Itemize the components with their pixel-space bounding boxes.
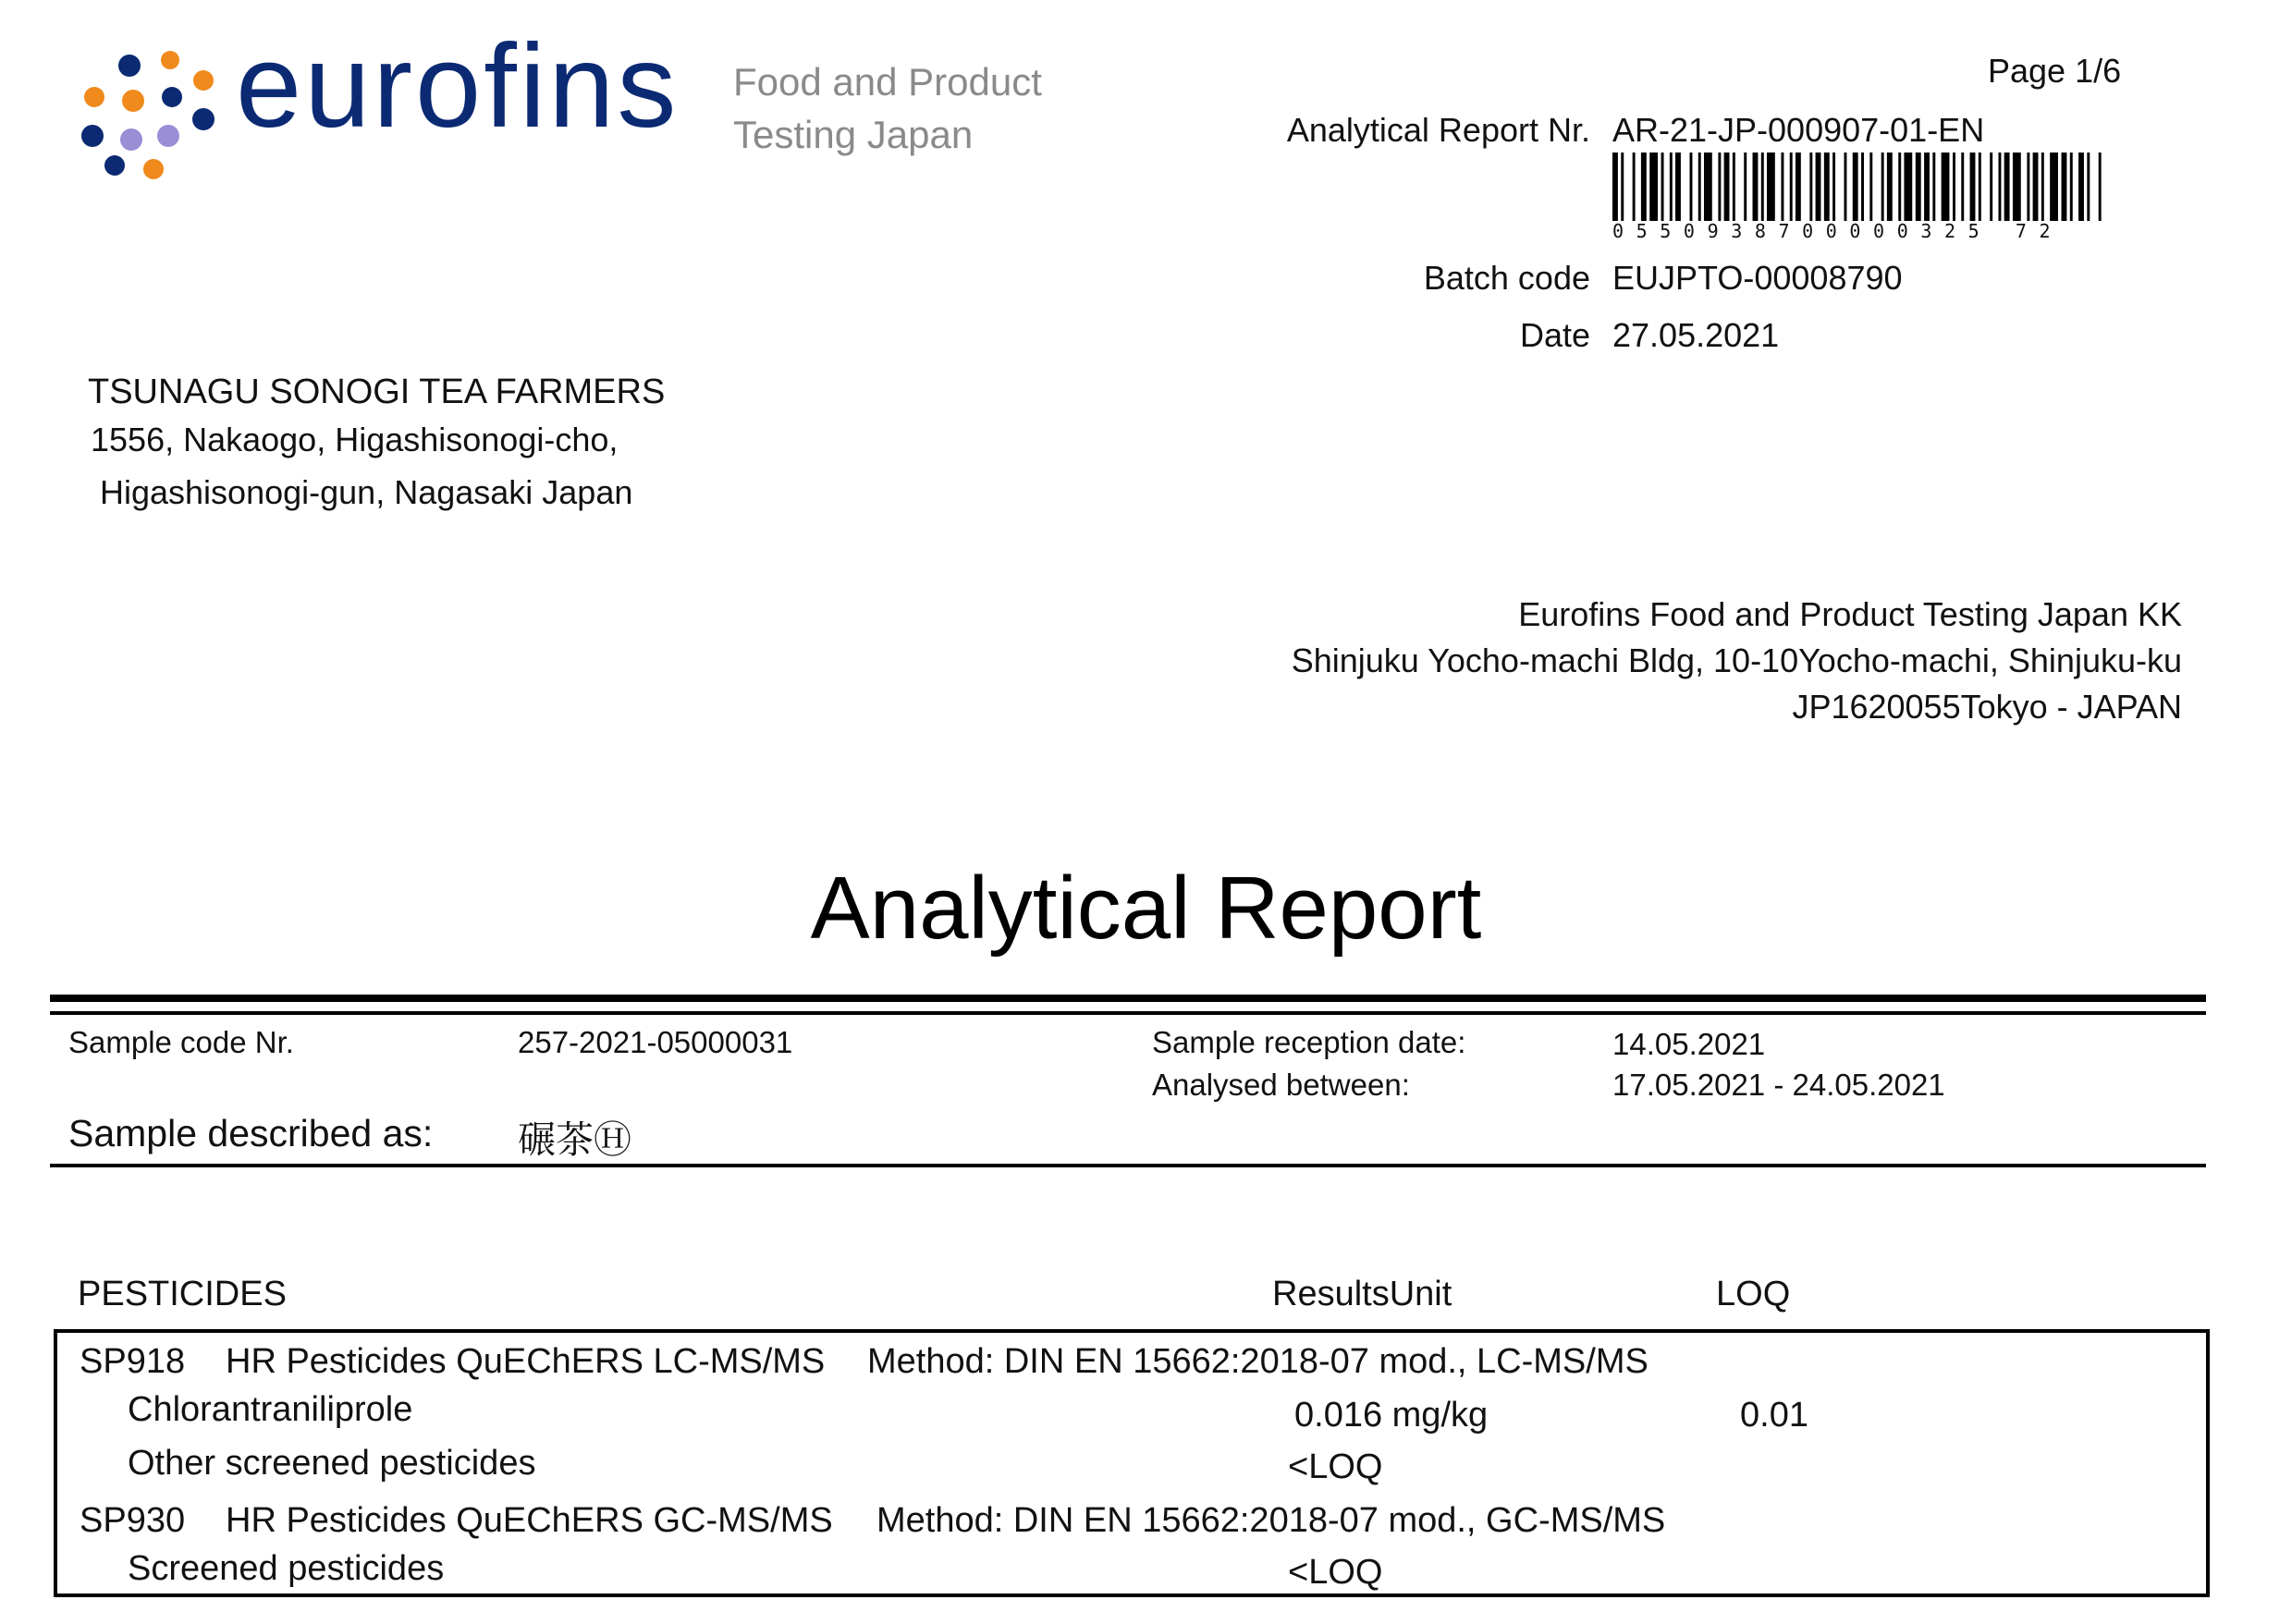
lab-address-line3: JP1620055Tokyo - JAPAN <box>1792 688 2182 726</box>
thick-rule <box>50 995 2206 1002</box>
batch-code-value: EUJPTO-00008790 <box>1612 259 1903 297</box>
sample-code-label: Sample code Nr. <box>68 1025 294 1059</box>
analysed-between-value: 17.05.2021 - 24.05.2021 <box>1612 1068 1945 1102</box>
analyte-result: 0.016 mg/kg <box>1294 1396 1489 1435</box>
column-loq: LOQ <box>1716 1275 1791 1313</box>
method-name: HR Pesticides QuEChERS GC-MS/MS <box>226 1501 833 1540</box>
column-results-unit: ResultsUnit <box>1272 1275 1452 1313</box>
sample-described-label: Sample described as: <box>68 1112 434 1154</box>
analyte-name: Screened pesticides <box>128 1549 445 1588</box>
sample-described-value: 碾茶Ⓗ <box>518 1118 631 1161</box>
reception-date-label: Sample reception date: <box>1152 1025 1466 1059</box>
analyte-result: <LOQ <box>1288 1447 1383 1486</box>
batch-code-label: Batch code <box>1423 259 1590 297</box>
lab-address-line1: Eurofins Food and Product Testing Japan KK <box>1518 595 2182 633</box>
logo-subtitle-line1: Food and Product <box>733 60 1042 104</box>
barcode-digits: 0550938700000325 72 <box>1612 220 2064 242</box>
report-nr-value: AR-21-JP-000907-01-EN <box>1612 111 1985 149</box>
sample-code-value: 257-2021-05000031 <box>518 1025 793 1059</box>
analyte-name: Other screened pesticides <box>128 1444 536 1483</box>
analyte-loq: 0.01 <box>1740 1396 1808 1435</box>
method-code: SP930 <box>80 1501 186 1540</box>
reception-date-value: 14.05.2021 <box>1612 1027 1766 1061</box>
report-nr-label: Analytical Report Nr. <box>1286 111 1590 149</box>
logo-wordmark: eurofins <box>236 20 680 153</box>
report-title: Analytical Report <box>810 859 1482 958</box>
barcode-icon <box>1612 153 2107 221</box>
section-pesticides: PESTICIDES <box>78 1275 287 1313</box>
page-number: Page 1/6 <box>1988 52 2122 90</box>
analyte-result: <LOQ <box>1288 1553 1383 1592</box>
client-name: TSUNAGU SONOGI TEA FARMERS <box>88 372 666 411</box>
method-name: HR Pesticides QuEChERS LC-MS/MS <box>226 1342 826 1381</box>
method-code: SP918 <box>80 1342 186 1381</box>
method-reference: Method: DIN EN 15662:2018-07 mod., GC-MS/MS <box>876 1501 1666 1540</box>
analysed-between-label: Analysed between: <box>1152 1068 1410 1102</box>
date-value: 27.05.2021 <box>1612 316 1780 354</box>
analyte-name: Chlorantraniliprole <box>128 1390 413 1429</box>
date-label: Date <box>1519 316 1590 354</box>
client-address-line1: 1556, Nakaogo, Higashisonogi-cho, <box>91 421 619 458</box>
method-reference: Method: DIN EN 15662:2018-07 mod., LC-MS/MS <box>867 1342 1649 1381</box>
sample-bottom-rule <box>50 1164 2206 1167</box>
thin-rule <box>50 1011 2206 1015</box>
client-address-line2: Higashisonogi-gun, Nagasaki Japan <box>100 473 633 511</box>
logo-subtitle-line2: Testing Japan <box>733 113 974 156</box>
lab-address-line2: Shinjuku Yocho-machi Bldg, 10-10Yocho-machi, Shinjuku-ku <box>1291 641 2182 679</box>
eurofins-logo-icon <box>80 51 218 180</box>
